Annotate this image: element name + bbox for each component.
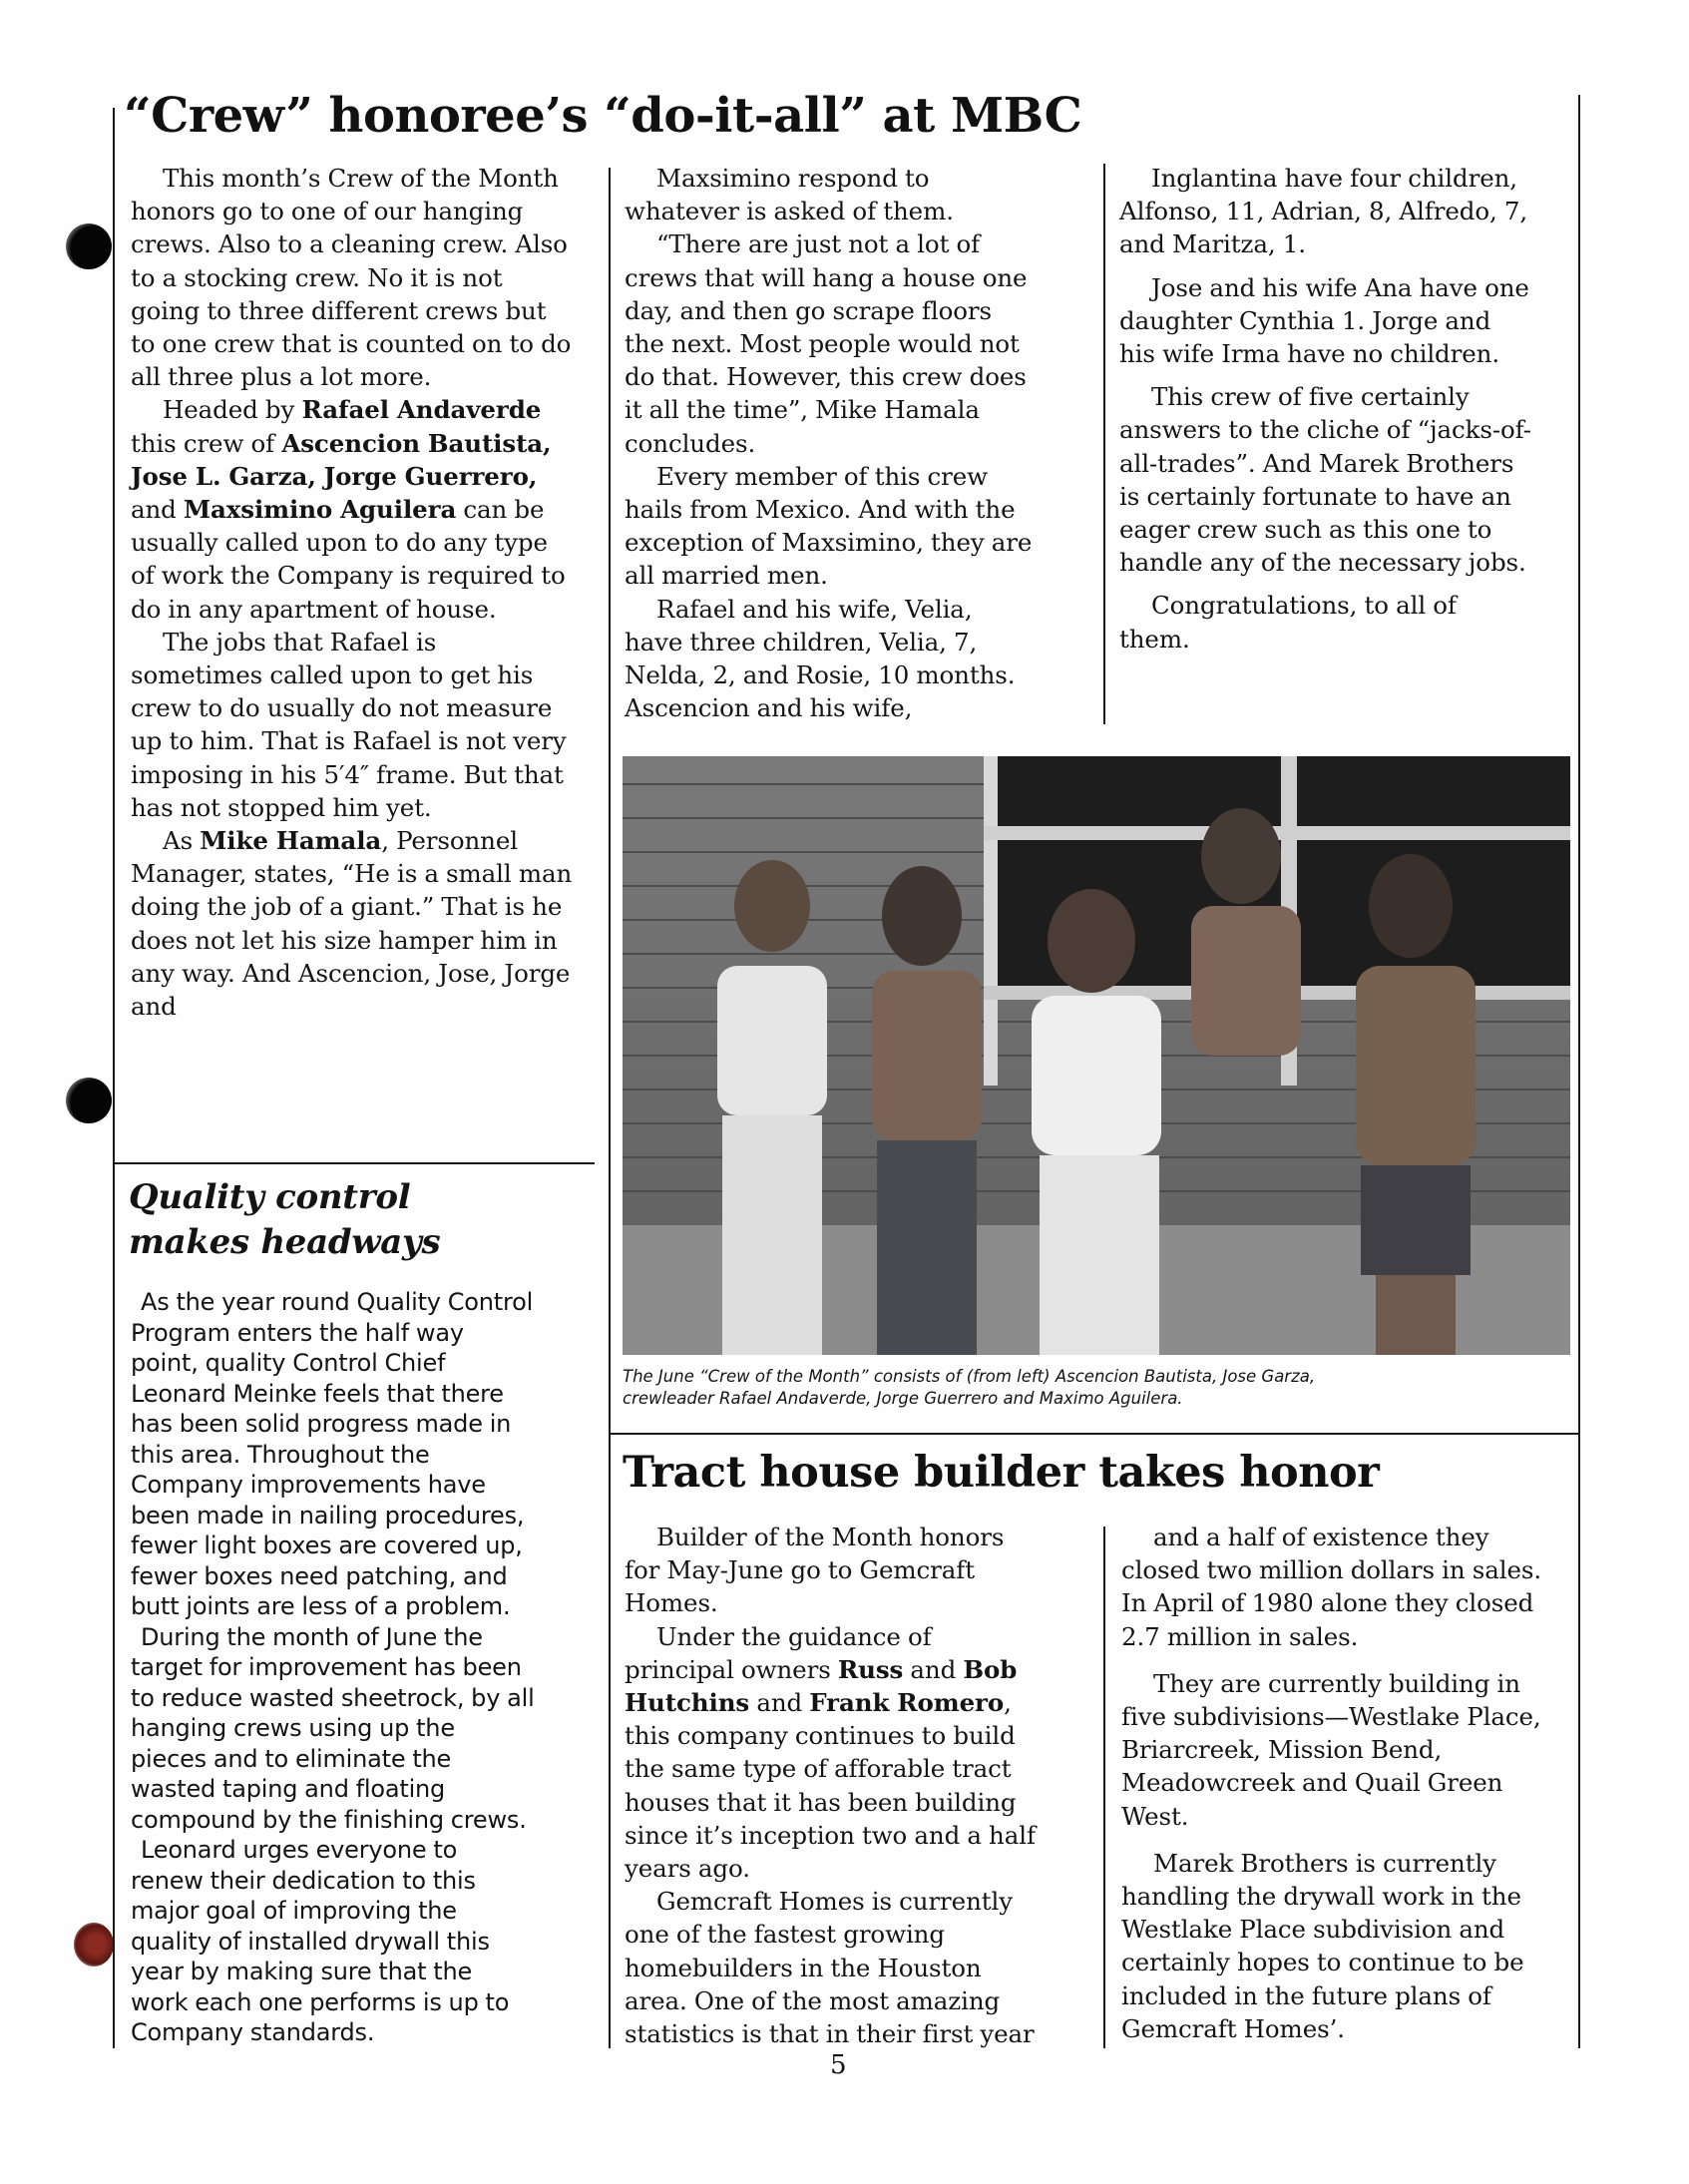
- crew-article-col1: [131, 162, 575, 1023]
- paragraph: [625, 460, 1036, 593]
- text-run: Maxsimino respond to whatever is asked of them.: [625, 164, 954, 226]
- paragraph: [625, 1620, 1036, 1886]
- text-run: and: [903, 1654, 964, 1684]
- text-run: Every member of this crew hails from Mexico. And with the exception of Maxsimino, they are all married men.: [625, 461, 1033, 591]
- bold-name: Ascencion Bautista, Jose L. Garza, Jorge Guerrero,: [131, 428, 552, 491]
- paragraph: [131, 1287, 535, 1622]
- paragraph: [1119, 380, 1533, 579]
- crew-photo: [623, 756, 1570, 1355]
- text-run: Marek Brothers is currently handling the drywall work in the Westlake Place subdivision and certainly hopes to continue to be included in the future plans of Gemcraft Homes’.: [1121, 1848, 1524, 2043]
- text-run: Inglantina have four children, Alfonso, 11, Adrian, 8, Alfredo, 7, and Maritza, 1.: [1119, 164, 1528, 259]
- paragraph: [131, 162, 575, 393]
- paragraph: [1121, 1847, 1545, 2045]
- bold-name: Bob Hutchins: [625, 1654, 1018, 1718]
- text-run: this crew of: [131, 428, 282, 458]
- text-run: can be usually called upon to do any type of work the Company is required to do in any apartment of house.: [131, 495, 566, 624]
- photo-col-divider: [609, 724, 611, 2048]
- paragraph: [131, 393, 575, 625]
- binder-hole-bottom: [74, 1923, 114, 1966]
- text-run: , Personnel Manager, states, “He is a small man doing the job of a giant.” That is he does not let his size hamper him in any way. And Ascencion, Jose, Jorge and: [131, 826, 573, 1022]
- builder-col-divider: [1103, 1527, 1105, 2048]
- text-run: and: [131, 495, 184, 525]
- text-run: The jobs that Rafael is sometimes called upon to get his crew to do usually do not measure up to him. That is Rafael is not very imposing in his 5′4″ frame. But that has not stopped him yet.: [131, 627, 567, 822]
- bold-name: Maxsimino Aguilera: [183, 495, 457, 525]
- paragraph: [1119, 589, 1533, 655]
- text-run: As: [163, 826, 201, 856]
- paragraph: [625, 227, 1036, 459]
- left-rule: [113, 108, 115, 2048]
- photo-caption: The June “Crew of the Month” consists of (from left) Ascencion Bautista, Jose Garza, crewleader Rafael Andaverde, Jorge Guerrero and Maximo Aguilera.: [623, 1367, 1316, 1408]
- paragraph: [1119, 162, 1533, 261]
- text-run: Headed by: [163, 395, 302, 425]
- text-run: Congratulations, to all of them.: [1119, 591, 1457, 654]
- bold-name: Russ: [837, 1654, 904, 1684]
- paragraph: [625, 593, 1036, 725]
- paragraph: [131, 1835, 535, 2048]
- paragraph: [131, 626, 575, 824]
- crew-article-col3: [1119, 162, 1533, 655]
- crew-col-divider-2: [1103, 164, 1105, 724]
- paragraph: [131, 824, 575, 1023]
- text-run: Rafael and his wife, Velia, have three children, Velia, 7, Nelda, 2, and Rosie, 10 months. Ascencion and his wife,: [625, 594, 1016, 723]
- crew-article-col2: [625, 162, 1036, 724]
- quality-top-rule: [113, 1162, 595, 1164]
- text-run: Builder of the Month honors for May-June go to Gemcraft Homes.: [625, 1523, 1005, 1618]
- text-run: During the month of June the target for improvement has been to reduce wasted sheetrock, by all hanging crews using up the pieces and to eliminate the wasted taping and floating compound by the finishing crews.: [131, 1622, 535, 1834]
- crew-col-divider-1: [609, 168, 611, 724]
- quality-article: [131, 1287, 535, 2048]
- text-run: Jose and his wife Ana have one daughter Cynthia 1. Jorge and his wife Irma have no children.: [1119, 272, 1529, 369]
- text-run: This month’s Crew of the Month honors go to one of our hanging crews. Also to a cleaning crew. Also to a stocking crew. No it is not going to three different crews but to one crew that is counted on to do all three plus a lot more.: [131, 164, 572, 392]
- text-run: Leonard urges everyone to renew their dedication to this major goal of improving the quality of installed drywall this year by making sure that the work each one performs is up to Company standards.: [131, 1836, 510, 2046]
- paragraph: [625, 162, 1036, 227]
- text-run: and a half of existence they closed two million dollars in sales. In April of 1980 alone they closed 2.7 million in sales.: [1121, 1523, 1542, 1651]
- text-run: , this company continues to build the same type of afforable tract houses that it has been building since it’s inception two and a half years ago.: [625, 1688, 1036, 1884]
- builder-top-rule: [609, 1433, 1578, 1435]
- text-run: and: [749, 1688, 810, 1718]
- paragraph: [625, 1885, 1036, 2050]
- text-run: Under the guidance of principal owners: [625, 1621, 932, 1684]
- builder-headline: Tract house builder takes honor: [623, 1448, 1380, 1498]
- binder-hole-top: [66, 223, 112, 269]
- builder-article-col1: [625, 1521, 1036, 2050]
- quality-title-line1: Quality control: [129, 1177, 411, 1217]
- paragraph: [625, 1521, 1036, 1620]
- binder-hole-middle: [66, 1078, 112, 1123]
- paragraph: [1121, 1521, 1545, 1653]
- text-run: They are currently building in five subdivisions—Westlake Place, Briarcreek, Mission Bend, Meadowcreek and Quail Green West.: [1121, 1668, 1541, 1831]
- builder-article-col2: [1121, 1521, 1545, 2045]
- text-run: As the year round Quality Control Program enters the half way point, quality Control Chief Leonard Meinke feels that there has been solid progress made in this area. Throughout the Company improvements have been made in nailing procedures, fewer light boxes are covered up, fewer boxes need patching, and butt joints are less of a problem.: [131, 1288, 534, 1620]
- paragraph: [1119, 271, 1533, 371]
- text-run: Gemcraft Homes is currently one of the fastest growing homebuilders in the Houston area. One of the most amazing statistics is that in their first year: [625, 1887, 1035, 2049]
- right-rule: [1578, 95, 1580, 2048]
- crew-headline: “Crew” honoree’s “do-it-all” at MBC: [124, 88, 1082, 144]
- bold-name: Mike Hamala: [200, 826, 382, 856]
- bold-name: Rafael Andaverde: [301, 395, 542, 425]
- text-run: “There are just not a lot of crews that will hang a house one day, and then go scrape floors the next. Most people would not do that. However, this crew does it all the time”, Mike Hamala concludes.: [625, 229, 1028, 458]
- paragraph: [1121, 1667, 1545, 1833]
- page-number: 5: [830, 2050, 847, 2080]
- text-run: This crew of five certainly answers to the cliche of “jacks-of-all-trades”. And Marek Brothers is certainly fortunate to have an eager crew such as this one to handle any of the necessary jobs.: [1119, 382, 1531, 578]
- quality-title-line2: makes headways: [129, 1222, 441, 1262]
- bold-name: Frank Romero: [809, 1688, 1005, 1718]
- paragraph: [131, 1622, 535, 1836]
